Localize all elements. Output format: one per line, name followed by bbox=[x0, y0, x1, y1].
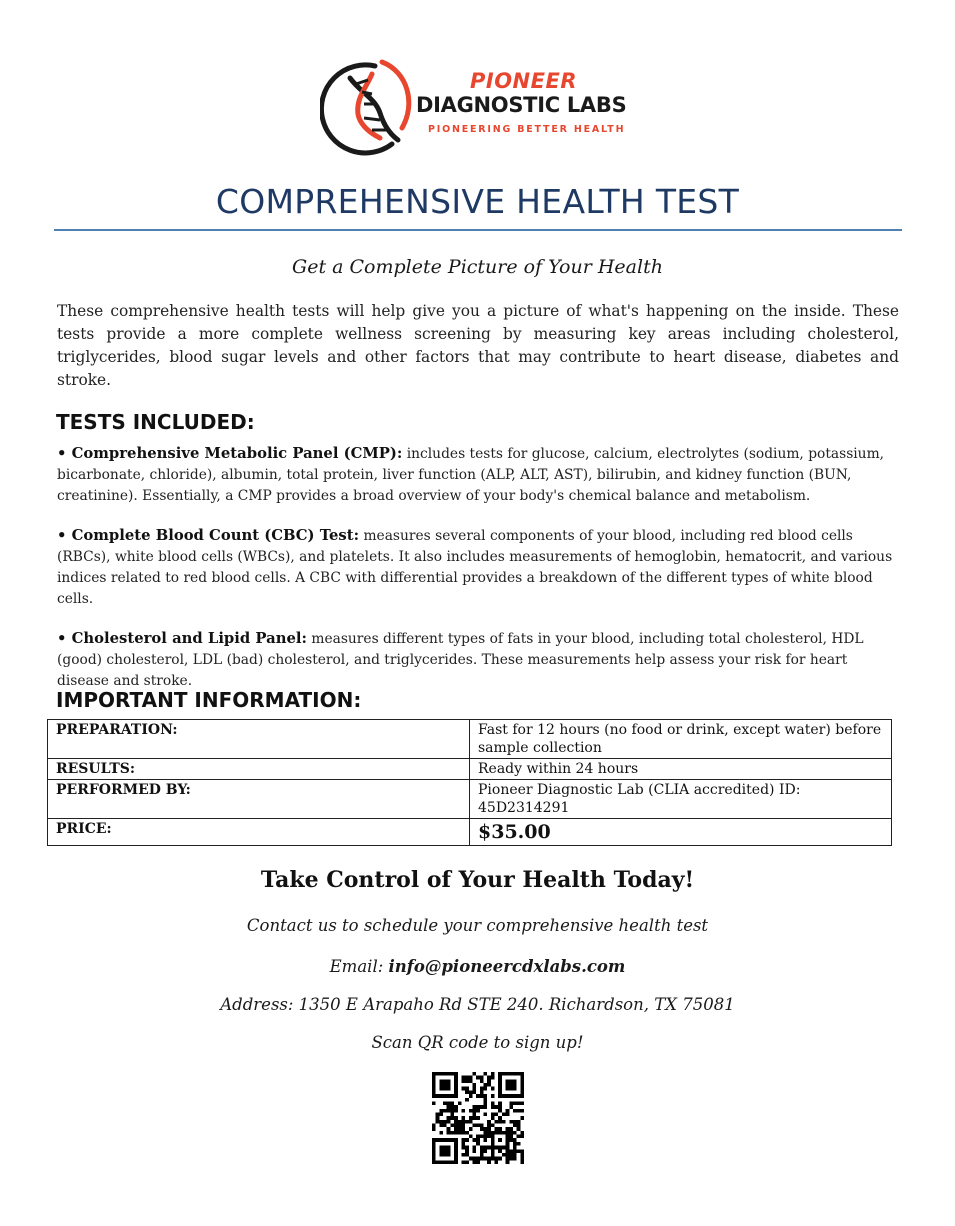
info-heading: IMPORTANT INFORMATION: bbox=[56, 688, 362, 712]
table-row bbox=[48, 780, 892, 819]
test-description: includes tests for glucose, calcium, electrolytes (sodium, potassium, bicarbonate, chloride), albumin, total protein, liver function (ALP, ALT, AST), bilirubin, and kidney function (BUN, creatinine). Essentially, a CMP provides a broad overview of your body's chemical balance and metabolism. bbox=[57, 446, 885, 504]
email-line bbox=[0, 957, 955, 976]
tests-list bbox=[57, 443, 902, 710]
contact-line: Contact us to schedule your comprehensive health test bbox=[246, 916, 709, 935]
test-description: measures different types of fats in your blood, including total cholesterol, HDL (good) cholesterol, LDL (bad) cholesterol, and triglycerides. These measurements help assess your risk for heart disease and stroke. bbox=[57, 631, 864, 689]
test-description: measures several components of your blood, including red blood cells (RBCs), white blood cells (WBCs), and platelets. It also includes measurements of hemoglobin, hematocrit, and various indices related to red blood cells. A CBC with differential provides a breakdown of the different types of white blood cells. bbox=[57, 528, 893, 607]
price-value: $35.00 bbox=[470, 819, 892, 846]
email-link[interactable]: info@pioneercdxlabs.com bbox=[388, 957, 626, 976]
test-item-cmp bbox=[57, 443, 902, 507]
preparation-label: PREPARATION: bbox=[48, 720, 470, 759]
title-divider bbox=[54, 229, 902, 231]
test-name: • Comprehensive Metabolic Panel (CMP): bbox=[57, 445, 403, 462]
logo-line1: PIONEER bbox=[470, 69, 577, 93]
email-label: Email: bbox=[329, 957, 389, 976]
performed-by-label: PERFORMED BY: bbox=[48, 780, 470, 819]
page-subtitle: Get a Complete Picture of Your Health bbox=[292, 256, 663, 278]
table-row bbox=[48, 759, 892, 780]
intro-paragraph: These comprehensive health tests will help give you a picture of what's happening on the inside. These tests provide a more complete wellness screening by measuring key areas including cholesterol, triglycerides, blood sugar levels and other factors that may contribute to heart disease, diabetes and stroke. bbox=[57, 302, 899, 389]
preparation-value: Fast for 12 hours (no food or drink, except water) before sample collection bbox=[470, 720, 892, 759]
test-name: • Complete Blood Count (CBC) Test: bbox=[57, 527, 360, 544]
page-title: COMPREHENSIVE HEALTH TEST bbox=[215, 182, 740, 221]
test-item-cbc bbox=[57, 525, 902, 610]
address-line: Address: 1350 E Arapaho Rd STE 240. Richardson, TX 75081 bbox=[220, 995, 735, 1014]
results-label: RESULTS: bbox=[48, 759, 470, 780]
table-row bbox=[48, 819, 892, 846]
company-logo bbox=[320, 58, 640, 158]
test-name: • Cholesterol and Lipid Panel: bbox=[57, 630, 307, 647]
table-row bbox=[48, 720, 892, 759]
price-label: PRICE: bbox=[48, 819, 470, 846]
test-item-lipid bbox=[57, 628, 902, 692]
info-table bbox=[47, 719, 892, 846]
performed-by-value: Pioneer Diagnostic Lab (CLIA accredited) ID: 45D2314291 bbox=[470, 780, 892, 819]
logo-line2: DIAGNOSTIC LABS bbox=[416, 93, 627, 117]
results-value: Ready within 24 hours bbox=[470, 759, 892, 780]
tests-heading: TESTS INCLUDED: bbox=[56, 410, 255, 434]
cta-title: Take Control of Your Health Today! bbox=[260, 867, 695, 893]
dna-helix-icon bbox=[320, 58, 420, 158]
scan-line: Scan QR code to sign up! bbox=[371, 1033, 584, 1052]
qr-code-icon[interactable] bbox=[432, 1072, 524, 1164]
logo-tagline: PIONEERING BETTER HEALTH bbox=[428, 124, 626, 135]
